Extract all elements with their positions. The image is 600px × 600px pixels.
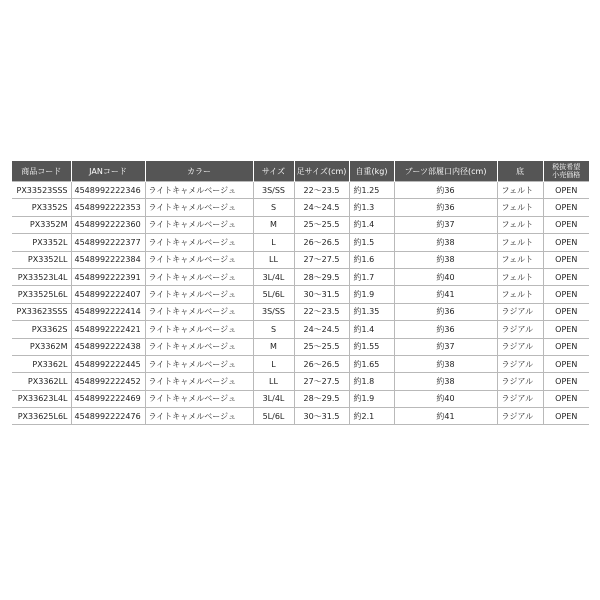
cell-product-code: PX3362M: [12, 338, 71, 355]
cell-jan-code: 4548992222360: [71, 216, 145, 233]
table-row: [12, 199, 589, 216]
cell-sole: フェルト: [497, 182, 543, 199]
table-row: [12, 268, 589, 285]
cell-product-code: PX3352S: [12, 199, 71, 216]
table-row: [12, 182, 589, 199]
cell-sole: ラジアル: [497, 390, 543, 407]
cell-weight: 約1.25: [349, 182, 394, 199]
cell-price: OPEN: [543, 390, 589, 407]
header-price: [543, 161, 589, 182]
cell-weight: 約1.5: [349, 234, 394, 251]
cell-size: M: [253, 338, 294, 355]
cell-product-code: PX33625L6L: [12, 408, 71, 425]
table-row: [12, 355, 589, 372]
cell-color: ライトキャメルベージュ: [145, 355, 253, 372]
cell-product-code: PX33525L6L: [12, 286, 71, 303]
cell-color: ライトキャメルベージュ: [145, 268, 253, 285]
cell-boot-opening: 約41: [394, 408, 497, 425]
cell-weight: 約1.9: [349, 286, 394, 303]
cell-sole: フェルト: [497, 216, 543, 233]
cell-size: LL: [253, 251, 294, 268]
cell-weight: 約1.4: [349, 216, 394, 233]
cell-price: OPEN: [543, 408, 589, 425]
cell-weight: 約2.1: [349, 408, 394, 425]
cell-price: OPEN: [543, 199, 589, 216]
cell-price: OPEN: [543, 321, 589, 338]
cell-boot-opening: 約38: [394, 373, 497, 390]
cell-boot-opening: 約40: [394, 268, 497, 285]
cell-product-code: PX3352M: [12, 216, 71, 233]
cell-foot-size: 27～27.5: [294, 251, 349, 268]
cell-color: ライトキャメルベージュ: [145, 251, 253, 268]
cell-foot-size: 28～29.5: [294, 390, 349, 407]
cell-foot-size: 27～27.5: [294, 373, 349, 390]
cell-price: OPEN: [543, 268, 589, 285]
table-row: [12, 408, 589, 425]
cell-product-code: PX33623L4L: [12, 390, 71, 407]
cell-price: OPEN: [543, 251, 589, 268]
cell-weight: 約1.7: [349, 268, 394, 285]
header-price-line2: 小売価格: [552, 171, 581, 179]
cell-size: 5L/6L: [253, 408, 294, 425]
table-body: [12, 182, 589, 425]
cell-size: 5L/6L: [253, 286, 294, 303]
cell-size: L: [253, 234, 294, 251]
cell-product-code: PX33523L4L: [12, 268, 71, 285]
cell-weight: 約1.6: [349, 251, 394, 268]
header-sole: 底: [497, 161, 543, 182]
cell-jan-code: 4548992222469: [71, 390, 145, 407]
table-row: [12, 390, 589, 407]
cell-weight: 約1.65: [349, 355, 394, 372]
cell-size: M: [253, 216, 294, 233]
cell-foot-size: 22～23.5: [294, 303, 349, 320]
cell-price: OPEN: [543, 338, 589, 355]
header-boot-opening: ブーツ部履口内径(cm): [394, 161, 497, 182]
cell-sole: フェルト: [497, 268, 543, 285]
cell-price: OPEN: [543, 355, 589, 372]
cell-price: OPEN: [543, 234, 589, 251]
cell-jan-code: 4548992222353: [71, 199, 145, 216]
cell-boot-opening: 約37: [394, 216, 497, 233]
cell-price: OPEN: [543, 303, 589, 320]
cell-jan-code: 4548992222476: [71, 408, 145, 425]
cell-price: OPEN: [543, 182, 589, 199]
spec-table: [12, 161, 589, 425]
table-row: [12, 286, 589, 303]
cell-weight: 約1.35: [349, 303, 394, 320]
header-price-line1: 税抜希望: [552, 163, 581, 171]
header-foot-size: 足サイズ(cm): [294, 161, 349, 182]
cell-product-code: PX3352LL: [12, 251, 71, 268]
cell-boot-opening: 約38: [394, 355, 497, 372]
cell-color: ライトキャメルベージュ: [145, 286, 253, 303]
cell-price: OPEN: [543, 286, 589, 303]
cell-sole: ラジアル: [497, 321, 543, 338]
cell-foot-size: 24～24.5: [294, 199, 349, 216]
cell-color: ライトキャメルベージュ: [145, 408, 253, 425]
table-row: [12, 216, 589, 233]
header-code: 商品コード: [12, 161, 71, 182]
cell-jan-code: 4548992222407: [71, 286, 145, 303]
cell-size: 3L/4L: [253, 268, 294, 285]
cell-boot-opening: 約38: [394, 234, 497, 251]
table-row: [12, 321, 589, 338]
cell-weight: 約1.4: [349, 321, 394, 338]
cell-product-code: PX3362L: [12, 355, 71, 372]
header-jan: JANコード: [71, 161, 145, 182]
cell-sole: フェルト: [497, 251, 543, 268]
cell-boot-opening: 約36: [394, 199, 497, 216]
cell-sole: フェルト: [497, 199, 543, 216]
cell-boot-opening: 約41: [394, 286, 497, 303]
cell-color: ライトキャメルベージュ: [145, 199, 253, 216]
cell-jan-code: 4548992222377: [71, 234, 145, 251]
cell-foot-size: 30～31.5: [294, 286, 349, 303]
cell-product-code: PX3362LL: [12, 373, 71, 390]
cell-color: ライトキャメルベージュ: [145, 390, 253, 407]
cell-size: S: [253, 321, 294, 338]
cell-product-code: PX33623SSS: [12, 303, 71, 320]
cell-sole: ラジアル: [497, 303, 543, 320]
cell-foot-size: 25～25.5: [294, 216, 349, 233]
cell-color: ライトキャメルベージュ: [145, 216, 253, 233]
cell-color: ライトキャメルベージュ: [145, 338, 253, 355]
header-weight: 自重(kg): [349, 161, 394, 182]
cell-color: ライトキャメルベージュ: [145, 303, 253, 320]
cell-boot-opening: 約36: [394, 303, 497, 320]
cell-price: OPEN: [543, 373, 589, 390]
cell-sole: フェルト: [497, 286, 543, 303]
cell-jan-code: 4548992222414: [71, 303, 145, 320]
cell-jan-code: 4548992222384: [71, 251, 145, 268]
cell-sole: ラジアル: [497, 408, 543, 425]
table-header-row: [12, 161, 589, 182]
cell-boot-opening: 約36: [394, 321, 497, 338]
cell-color: ライトキャメルベージュ: [145, 321, 253, 338]
cell-foot-size: 28～29.5: [294, 268, 349, 285]
cell-color: ライトキャメルベージュ: [145, 373, 253, 390]
cell-size: L: [253, 355, 294, 372]
cell-product-code: PX3352L: [12, 234, 71, 251]
cell-product-code: PX3362S: [12, 321, 71, 338]
cell-jan-code: 4548992222391: [71, 268, 145, 285]
cell-product-code: PX33523SSS: [12, 182, 71, 199]
cell-sole: ラジアル: [497, 338, 543, 355]
table-row: [12, 303, 589, 320]
cell-size: S: [253, 199, 294, 216]
cell-foot-size: 24～24.5: [294, 321, 349, 338]
cell-foot-size: 22～23.5: [294, 182, 349, 199]
cell-foot-size: 30～31.5: [294, 408, 349, 425]
cell-weight: 約1.9: [349, 390, 394, 407]
cell-boot-opening: 約38: [394, 251, 497, 268]
table-row: [12, 373, 589, 390]
cell-weight: 約1.3: [349, 199, 394, 216]
cell-jan-code: 4548992222445: [71, 355, 145, 372]
cell-boot-opening: 約40: [394, 390, 497, 407]
cell-sole: ラジアル: [497, 373, 543, 390]
header-color: カラー: [145, 161, 253, 182]
cell-jan-code: 4548992222421: [71, 321, 145, 338]
table-row: [12, 251, 589, 268]
cell-jan-code: 4548992222438: [71, 338, 145, 355]
cell-boot-opening: 約36: [394, 182, 497, 199]
cell-foot-size: 26～26.5: [294, 234, 349, 251]
cell-price: OPEN: [543, 216, 589, 233]
cell-size: 3S/SS: [253, 182, 294, 199]
cell-weight: 約1.55: [349, 338, 394, 355]
cell-foot-size: 26～26.5: [294, 355, 349, 372]
cell-sole: ラジアル: [497, 355, 543, 372]
cell-size: LL: [253, 373, 294, 390]
cell-size: 3L/4L: [253, 390, 294, 407]
cell-jan-code: 4548992222452: [71, 373, 145, 390]
table-row: [12, 338, 589, 355]
cell-weight: 約1.8: [349, 373, 394, 390]
table-row: [12, 234, 589, 251]
cell-jan-code: 4548992222346: [71, 182, 145, 199]
cell-color: ライトキャメルベージュ: [145, 234, 253, 251]
cell-color: ライトキャメルベージュ: [145, 182, 253, 199]
cell-size: 3S/SS: [253, 303, 294, 320]
cell-foot-size: 25～25.5: [294, 338, 349, 355]
header-size: サイズ: [253, 161, 294, 182]
cell-boot-opening: 約37: [394, 338, 497, 355]
cell-sole: フェルト: [497, 234, 543, 251]
